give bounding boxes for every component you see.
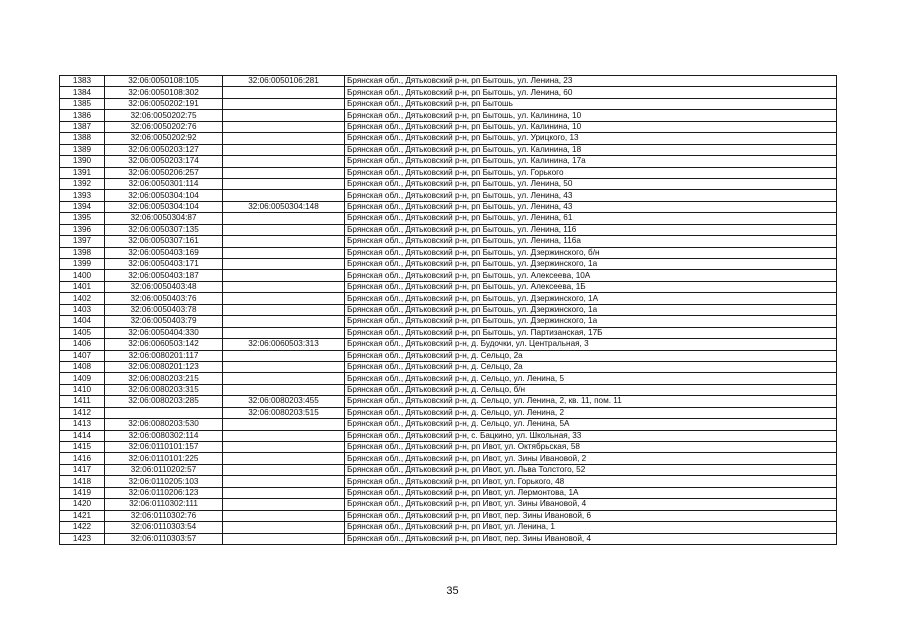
address-cell: Брянская обл., Дятьковский р-н, рп Бытошь, ул. Ленина, 61 [345, 213, 837, 224]
address-cell: Брянская обл., Дятьковский р-н, рп Бытошь, ул. Ленина, 50 [345, 178, 837, 189]
parent-cadastral-number-cell [223, 533, 345, 544]
parent-cadastral-number-cell [223, 259, 345, 270]
parent-cadastral-number-cell [223, 178, 345, 189]
parent-cadastral-number-cell: 32:06:0050106:281 [223, 76, 345, 87]
row-number-cell: 1389 [60, 144, 105, 155]
row-number-cell: 1417 [60, 464, 105, 475]
parent-cadastral-number-cell [223, 281, 345, 292]
parent-cadastral-number-cell [223, 499, 345, 510]
table-row [60, 510, 837, 521]
cadastral-number-cell: 32:06:0110303:54 [105, 522, 223, 533]
cadastral-number-cell: 32:06:0110202:57 [105, 464, 223, 475]
cadastral-number-cell: 32:06:0050108:302 [105, 87, 223, 98]
table-row [60, 442, 837, 453]
cadastral-number-cell: 32:06:0060503:142 [105, 339, 223, 350]
parent-cadastral-number-cell [223, 327, 345, 338]
cadastral-number-cell: 32:06:0050403:48 [105, 281, 223, 292]
parent-cadastral-number-cell [223, 316, 345, 327]
registry-table-body [60, 76, 837, 545]
row-number-cell: 1396 [60, 224, 105, 235]
row-number-cell: 1391 [60, 167, 105, 178]
table-row [60, 247, 837, 258]
parent-cadastral-number-cell [223, 213, 345, 224]
table-row [60, 533, 837, 544]
cadastral-number-cell: 32:06:0080203:530 [105, 419, 223, 430]
parent-cadastral-number-cell [223, 110, 345, 121]
row-number-cell: 1414 [60, 430, 105, 441]
cadastral-number-cell: 32:06:0110302:76 [105, 510, 223, 521]
table-row [60, 350, 837, 361]
row-number-cell: 1418 [60, 476, 105, 487]
parent-cadastral-number-cell [223, 419, 345, 430]
address-cell: Брянская обл., Дятьковский р-н, рп Бытошь, ул. Калинина, 10 [345, 121, 837, 132]
registry-table [59, 75, 837, 545]
table-row [60, 316, 837, 327]
cadastral-number-cell: 32:06:0050203:174 [105, 156, 223, 167]
table-row [60, 373, 837, 384]
row-number-cell: 1390 [60, 156, 105, 167]
table-row [60, 133, 837, 144]
address-cell: Брянская обл., Дятьковский р-н, рп Бытошь, ул. Ленина, 43 [345, 201, 837, 212]
row-number-cell: 1392 [60, 178, 105, 189]
cadastral-number-cell: 32:06:0050301:114 [105, 178, 223, 189]
table-row [60, 144, 837, 155]
table-row [60, 419, 837, 430]
row-number-cell: 1409 [60, 373, 105, 384]
address-cell: Брянская обл., Дятьковский р-н, рп Ивот, ул. Горького, 48 [345, 476, 837, 487]
table-row [60, 304, 837, 315]
table-row [60, 259, 837, 270]
table-row [60, 327, 837, 338]
row-number-cell: 1387 [60, 121, 105, 132]
address-cell: Брянская обл., Дятьковский р-н, д. Сельцо, 2а [345, 350, 837, 361]
cadastral-number-cell: 32:06:0110303:57 [105, 533, 223, 544]
cadastral-number-cell: 32:06:0080201:117 [105, 350, 223, 361]
address-cell: Брянская обл., Дятьковский р-н, д. Будочки, ул. Центральная, 3 [345, 339, 837, 350]
address-cell: Брянская обл., Дятьковский р-н, рп Бытошь, ул. Дзержинского, 1а [345, 304, 837, 315]
row-number-cell: 1397 [60, 236, 105, 247]
parent-cadastral-number-cell [223, 87, 345, 98]
address-cell: Брянская обл., Дятьковский р-н, рп Бытошь, ул. Ленина, 23 [345, 76, 837, 87]
row-number-cell: 1413 [60, 419, 105, 430]
parent-cadastral-number-cell: 32:06:0060503:313 [223, 339, 345, 350]
parent-cadastral-number-cell [223, 430, 345, 441]
address-cell: Брянская обл., Дятьковский р-н, рп Бытошь, ул. Ленина, 43 [345, 190, 837, 201]
parent-cadastral-number-cell [223, 464, 345, 475]
parent-cadastral-number-cell [223, 247, 345, 258]
cadastral-number-cell: 32:06:0080201:123 [105, 361, 223, 372]
row-number-cell: 1384 [60, 87, 105, 98]
address-cell: Брянская обл., Дятьковский р-н, рп Бытошь, ул. Ленина, 60 [345, 87, 837, 98]
table-row [60, 110, 837, 121]
cadastral-number-cell: 32:06:0110206:123 [105, 487, 223, 498]
table-row [60, 339, 837, 350]
cadastral-number-cell: 32:06:0050304:104 [105, 201, 223, 212]
table-row [60, 522, 837, 533]
cadastral-number-cell: 32:06:0050206:257 [105, 167, 223, 178]
row-number-cell: 1400 [60, 270, 105, 281]
row-number-cell: 1406 [60, 339, 105, 350]
table-row [60, 464, 837, 475]
cadastral-number-cell: 32:06:0110101:225 [105, 453, 223, 464]
table-row [60, 487, 837, 498]
row-number-cell: 1422 [60, 522, 105, 533]
address-cell: Брянская обл., Дятьковский р-н, рп Бытошь, ул. Ленина, 116а [345, 236, 837, 247]
cadastral-number-cell: 32:06:0050404:330 [105, 327, 223, 338]
cadastral-number-cell: 32:06:0050307:135 [105, 224, 223, 235]
cadastral-number-cell: 32:06:0050202:75 [105, 110, 223, 121]
table-row [60, 430, 837, 441]
parent-cadastral-number-cell [223, 121, 345, 132]
address-cell: Брянская обл., Дятьковский р-н, рп Бытошь, ул. Дзержинского, 1а [345, 316, 837, 327]
row-number-cell: 1393 [60, 190, 105, 201]
address-cell: Брянская обл., Дятьковский р-н, д. Сельцо, 2а [345, 361, 837, 372]
address-cell: Брянская обл., Дятьковский р-н, рп Ивот, ул. Льва Толстого, 52 [345, 464, 837, 475]
table-row [60, 98, 837, 109]
table-row [60, 121, 837, 132]
cadastral-number-cell: 32:06:0080203:285 [105, 396, 223, 407]
address-cell: Брянская обл., Дятьковский р-н, рп Ивот, ул. Ленина, 1 [345, 522, 837, 533]
table-row [60, 167, 837, 178]
table-row [60, 361, 837, 372]
table-row [60, 224, 837, 235]
table-row [60, 293, 837, 304]
address-cell: Брянская обл., Дятьковский р-н, рп Ивот, ул. Лермонтова, 1А [345, 487, 837, 498]
row-number-cell: 1420 [60, 499, 105, 510]
row-number-cell: 1423 [60, 533, 105, 544]
row-number-cell: 1408 [60, 361, 105, 372]
cadastral-number-cell: 32:06:0110205:103 [105, 476, 223, 487]
address-cell: Брянская обл., Дятьковский р-н, с. Бацкино, ул. Школьная, 33 [345, 430, 837, 441]
cadastral-number-cell: 32:06:0080203:315 [105, 384, 223, 395]
parent-cadastral-number-cell: 32:06:0080203:455 [223, 396, 345, 407]
cadastral-number-cell: 32:06:0080203:215 [105, 373, 223, 384]
parent-cadastral-number-cell [223, 304, 345, 315]
cadastral-number-cell: 32:06:0050403:169 [105, 247, 223, 258]
address-cell: Брянская обл., Дятьковский р-н, рп Бытошь, ул. Горького [345, 167, 837, 178]
cadastral-number-cell: 32:06:0110302:111 [105, 499, 223, 510]
row-number-cell: 1398 [60, 247, 105, 258]
table-row [60, 453, 837, 464]
address-cell: Брянская обл., Дятьковский р-н, рп Ивот, ул. Октябрьская, 58 [345, 442, 837, 453]
row-number-cell: 1388 [60, 133, 105, 144]
table-row [60, 476, 837, 487]
table-row [60, 236, 837, 247]
table-row [60, 396, 837, 407]
parent-cadastral-number-cell [223, 167, 345, 178]
parent-cadastral-number-cell [223, 133, 345, 144]
table-row [60, 499, 837, 510]
address-cell: Брянская обл., Дятьковский р-н, рп Бытошь [345, 98, 837, 109]
table-row [60, 407, 837, 418]
table-row [60, 281, 837, 292]
address-cell: Брянская обл., Дятьковский р-н, д. Сельцо, б/н [345, 384, 837, 395]
parent-cadastral-number-cell [223, 487, 345, 498]
parent-cadastral-number-cell [223, 144, 345, 155]
row-number-cell: 1403 [60, 304, 105, 315]
address-cell: Брянская обл., Дятьковский р-н, рп Ивот, ул. Зины Ивановой, 2 [345, 453, 837, 464]
address-cell: Брянская обл., Дятьковский р-н, рп Бытошь, ул. Партизанская, 17Б [345, 327, 837, 338]
address-cell: Брянская обл., Дятьковский р-н, рп Ивот, пер. Зины Ивановой, 4 [345, 533, 837, 544]
row-number-cell: 1421 [60, 510, 105, 521]
address-cell: Брянская обл., Дятьковский р-н, рп Бытошь, ул. Калинина, 10 [345, 110, 837, 121]
parent-cadastral-number-cell [223, 522, 345, 533]
address-cell: Брянская обл., Дятьковский р-н, рп Ивот, пер. Зины Ивановой, 6 [345, 510, 837, 521]
cadastral-number-cell: 32:06:0050202:92 [105, 133, 223, 144]
address-cell: Брянская обл., Дятьковский р-н, рп Бытошь, ул. Калинина, 17а [345, 156, 837, 167]
address-cell: Брянская обл., Дятьковский р-н, д. Сельцо, ул. Ленина, 2 [345, 407, 837, 418]
parent-cadastral-number-cell [223, 190, 345, 201]
table-row [60, 87, 837, 98]
row-number-cell: 1385 [60, 98, 105, 109]
address-cell: Брянская обл., Дятьковский р-н, рп Бытошь, ул. Дзержинского, 1А [345, 293, 837, 304]
row-number-cell: 1410 [60, 384, 105, 395]
parent-cadastral-number-cell [223, 98, 345, 109]
row-number-cell: 1411 [60, 396, 105, 407]
parent-cadastral-number-cell [223, 156, 345, 167]
table-row [60, 190, 837, 201]
parent-cadastral-number-cell [223, 350, 345, 361]
parent-cadastral-number-cell [223, 442, 345, 453]
address-cell: Брянская обл., Дятьковский р-н, д. Сельцо, ул. Ленина, 5 [345, 373, 837, 384]
parent-cadastral-number-cell [223, 270, 345, 281]
parent-cadastral-number-cell [223, 236, 345, 247]
table-row [60, 201, 837, 212]
table-row [60, 384, 837, 395]
row-number-cell: 1407 [60, 350, 105, 361]
row-number-cell: 1405 [60, 327, 105, 338]
row-number-cell: 1395 [60, 213, 105, 224]
table-row [60, 76, 837, 87]
page-number: 35 [446, 585, 459, 597]
address-cell: Брянская обл., Дятьковский р-н, рп Бытошь, ул. Ленина, 116 [345, 224, 837, 235]
row-number-cell: 1419 [60, 487, 105, 498]
row-number-cell: 1416 [60, 453, 105, 464]
cadastral-number-cell: 32:06:0050403:79 [105, 316, 223, 327]
parent-cadastral-number-cell [223, 510, 345, 521]
address-cell: Брянская обл., Дятьковский р-н, рп Бытошь, ул. Алексеева, 1Б [345, 281, 837, 292]
cadastral-number-cell: 32:06:0080302:114 [105, 430, 223, 441]
cadastral-number-cell: 32:06:0050307:161 [105, 236, 223, 247]
address-cell: Брянская обл., Дятьковский р-н, рп Ивот, ул. Зины Ивановой, 4 [345, 499, 837, 510]
row-number-cell: 1415 [60, 442, 105, 453]
parent-cadastral-number-cell [223, 384, 345, 395]
row-number-cell: 1401 [60, 281, 105, 292]
parent-cadastral-number-cell: 32:06:0080203:515 [223, 407, 345, 418]
parent-cadastral-number-cell: 32:06:0050304:148 [223, 201, 345, 212]
table-row [60, 270, 837, 281]
address-cell: Брянская обл., Дятьковский р-н, д. Сельцо, ул. Ленина, 5А [345, 419, 837, 430]
address-cell: Брянская обл., Дятьковский р-н, рп Бытошь, ул. Калинина, 18 [345, 144, 837, 155]
cadastral-number-cell: 32:06:0110101:157 [105, 442, 223, 453]
table-row [60, 178, 837, 189]
parent-cadastral-number-cell [223, 293, 345, 304]
parent-cadastral-number-cell [223, 373, 345, 384]
cadastral-number-cell: 32:06:0050304:104 [105, 190, 223, 201]
row-number-cell: 1404 [60, 316, 105, 327]
parent-cadastral-number-cell [223, 361, 345, 372]
cadastral-number-cell: 32:06:0050108:105 [105, 76, 223, 87]
row-number-cell: 1412 [60, 407, 105, 418]
address-cell: Брянская обл., Дятьковский р-н, рп Бытошь, ул. Алексеева, 10А [345, 270, 837, 281]
cadastral-number-cell: 32:06:0050403:171 [105, 259, 223, 270]
parent-cadastral-number-cell [223, 224, 345, 235]
cadastral-number-cell: 32:06:0050403:187 [105, 270, 223, 281]
row-number-cell: 1399 [60, 259, 105, 270]
row-number-cell: 1386 [60, 110, 105, 121]
cadastral-number-cell [105, 407, 223, 418]
cadastral-number-cell: 32:06:0050304:87 [105, 213, 223, 224]
address-cell: Брянская обл., Дятьковский р-н, д. Сельцо, ул. Ленина, 2, кв. 11, пом. 11 [345, 396, 837, 407]
table-row [60, 156, 837, 167]
row-number-cell: 1402 [60, 293, 105, 304]
cadastral-number-cell: 32:06:0050403:76 [105, 293, 223, 304]
cadastral-number-cell: 32:06:0050202:76 [105, 121, 223, 132]
parent-cadastral-number-cell [223, 476, 345, 487]
cadastral-number-cell: 32:06:0050203:127 [105, 144, 223, 155]
cadastral-number-cell: 32:06:0050403:78 [105, 304, 223, 315]
row-number-cell: 1383 [60, 76, 105, 87]
row-number-cell: 1394 [60, 201, 105, 212]
address-cell: Брянская обл., Дятьковский р-н, рп Бытошь, ул. Дзержинского, б/н [345, 247, 837, 258]
address-cell: Брянская обл., Дятьковский р-н, рп Бытошь, ул. Дзержинского, 1а [345, 259, 837, 270]
parent-cadastral-number-cell [223, 453, 345, 464]
cadastral-number-cell: 32:06:0050202:191 [105, 98, 223, 109]
address-cell: Брянская обл., Дятьковский р-н, рп Бытошь, ул. Урицкого, 13 [345, 133, 837, 144]
table-row [60, 213, 837, 224]
